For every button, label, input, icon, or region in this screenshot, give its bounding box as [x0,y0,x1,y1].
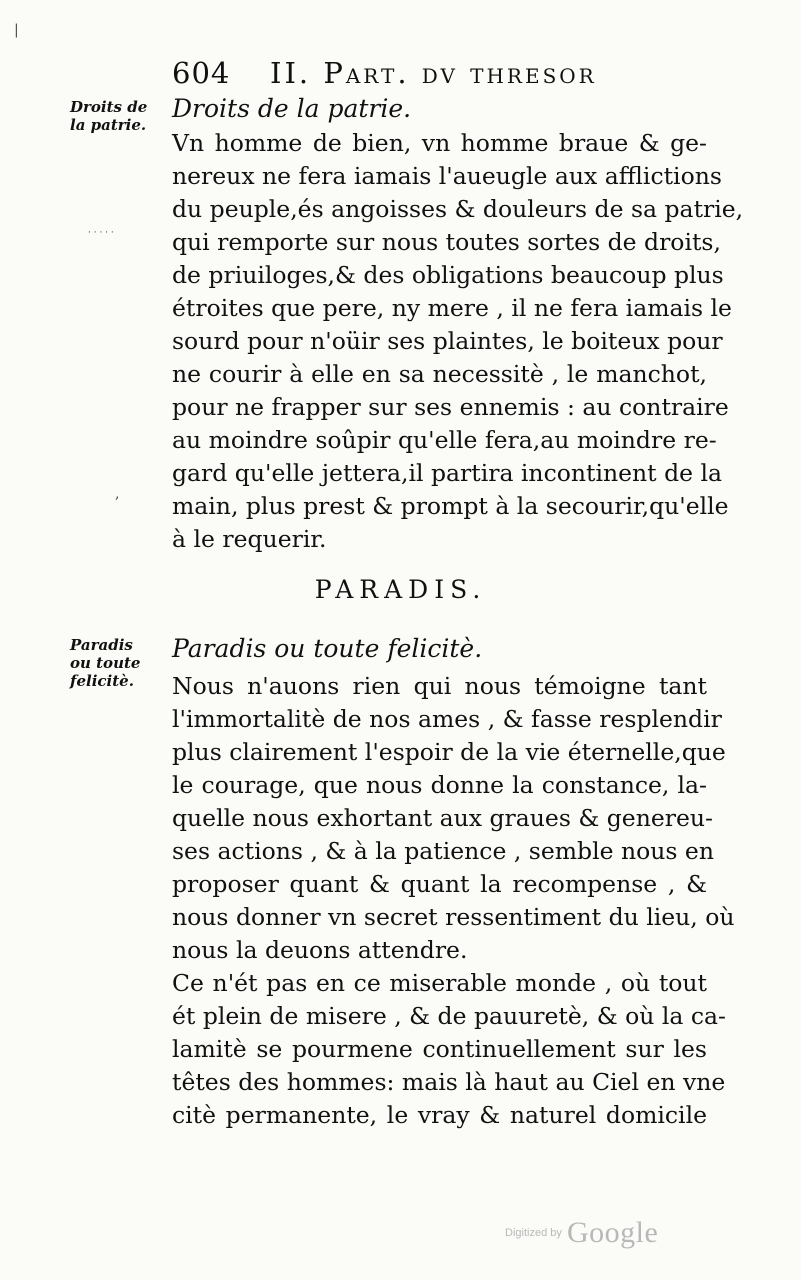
text-line: gard qu'elle jettera,il partira incontinent de la [172,459,723,487]
text-line: sourd pour n'oüir ses plaintes, le boiteux pour [172,327,723,355]
text-line: proposer quant & quant la recompense , & [172,870,707,898]
text-line: citè permanente, le vray & naturel domicile [172,1101,707,1129]
text-line: ne courir à elle en sa necessitè , le manchot, [172,360,707,388]
text-line: nereux ne fera iamais l'aueugle aux afflictions [172,162,722,190]
text-line: plus clairement l'espoir de la vie éternelle,que [172,738,726,766]
subheading-droits: Droits de la patrie. [172,94,412,123]
page-header [172,52,672,92]
section-title: PARADIS. [314,575,487,604]
margin-note-line: Paradis [70,636,133,654]
text-line: étroites que pere, ny mere , il ne fera iamais le [172,294,732,322]
text-line: de priuiloges,& des obligations beaucoup plus [172,261,724,289]
text-line: pour ne frapper sur ses ennemis : au contraire [172,393,729,421]
text-line: au moindre soûpir qu'elle fera,au moindre re- [172,426,717,454]
text-line: qui remporte sur nous toutes sortes de droits, [172,228,721,256]
text-line: Vn homme de bien, vn homme braue & ge- [172,129,707,157]
text-line: main, plus prest & prompt à la secourir,qu'elle [172,492,729,520]
text-line: lamitè se pourmene continuellement sur les [172,1035,707,1063]
text-line: quelle nous exhortant aux graues & genereu- [172,804,713,832]
margin-note-line: felicitè. [70,672,134,690]
subheading-paradis: Paradis ou toute felicitè. [172,634,483,663]
text-line: ét plein de misere , & de pauuretè, & où la ca- [172,1002,726,1030]
page-number: 604 [172,56,231,90]
margin-note-droits [70,98,168,134]
margin-note-line: Droits de [70,98,148,116]
text-line: Nous n'auons rien qui nous témoigne tant [172,672,707,700]
margin-note-line: la patrie. [70,116,147,134]
margin-speck: , [115,486,120,502]
running-title: II. Part. dv thresor [270,56,597,90]
margin-speck: | [14,22,19,38]
text-line: du peuple,és angoisses & douleurs de sa patrie, [172,195,744,223]
digitized-watermark [505,1216,658,1250]
text-line: Ce n'ét pas en ce miserable monde , où tout [172,969,707,997]
text-line: ses actions , & à la patience , semble nous en [172,837,714,865]
text-line: le courage, que nous donne la constance, la- [172,771,707,799]
text-line: têtes des hommes: mais là haut au Ciel en vne [172,1068,726,1096]
watermark-prefix: Digitized by [505,1227,562,1239]
margin-note-paradis [70,636,168,690]
margin-speck: · · · · · [88,228,114,238]
google-logo: Google [566,1216,659,1249]
text-line: nous donner vn secret ressentiment du lieu, où [172,903,735,931]
text-line: à le requerir. [172,525,327,553]
text-line: l'immortalitè de nos ames , & fasse resplendir [172,705,722,733]
margin-note-line: ou toute [70,654,141,672]
text-line: nous la deuons attendre. [172,936,468,964]
